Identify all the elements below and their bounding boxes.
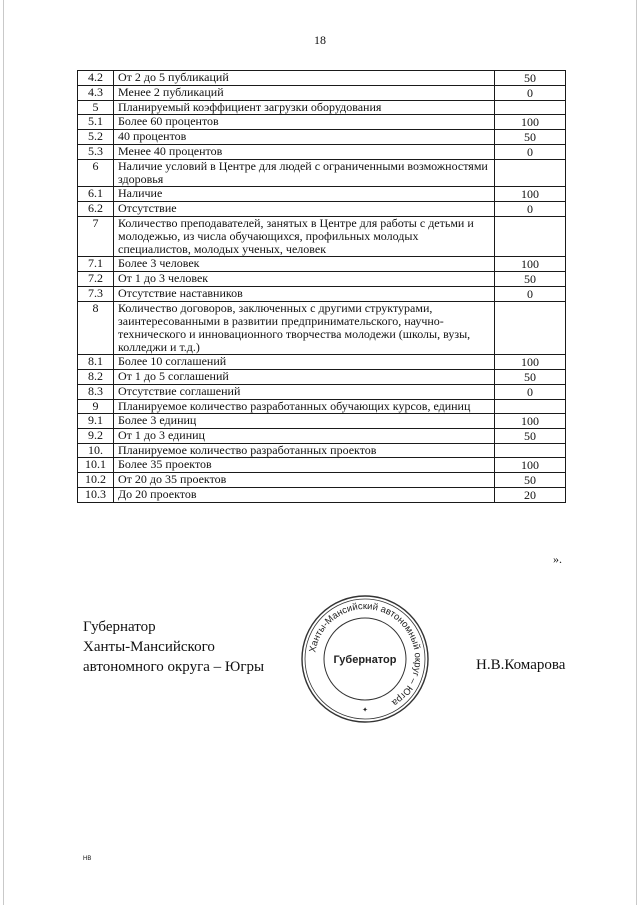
row-score: 50 — [495, 130, 566, 145]
row-score: 100 — [495, 355, 566, 370]
table-row — [78, 444, 566, 458]
row-score: 20 — [495, 488, 566, 503]
row-number: 9.1 — [78, 414, 114, 429]
row-score: 0 — [495, 86, 566, 101]
row-score — [495, 444, 566, 458]
row-description: 40 процентов — [114, 130, 495, 145]
table-row — [78, 145, 566, 160]
row-number: 4.2 — [78, 71, 114, 86]
row-score: 50 — [495, 473, 566, 488]
row-number: 7.3 — [78, 287, 114, 302]
table-row — [78, 217, 566, 257]
row-score: 0 — [495, 385, 566, 400]
row-description: Более 35 проектов — [114, 458, 495, 473]
row-description: Количество договоров, заключенных с другими структурами, заинтересованными в развитии предпринимательского, научно-технического и инновационного творчества молодежи (школы, вузы, колледжи и т.д.) — [114, 302, 495, 355]
row-description: Более 60 процентов — [114, 115, 495, 130]
table-row — [78, 71, 566, 86]
row-number: 10.2 — [78, 473, 114, 488]
row-description: От 20 до 35 проектов — [114, 473, 495, 488]
table-row — [78, 287, 566, 302]
row-description: Отсутствие — [114, 202, 495, 217]
row-score — [495, 217, 566, 257]
row-description: Отсутствие наставников — [114, 287, 495, 302]
row-number: 9 — [78, 400, 114, 414]
row-description: Планируемый коэффициент загрузки оборудования — [114, 101, 495, 115]
row-score: 0 — [495, 145, 566, 160]
criteria-table — [77, 70, 566, 503]
table-row — [78, 130, 566, 145]
row-score — [495, 400, 566, 414]
seal-center-text: Губернатор — [333, 654, 397, 666]
row-number: 9.2 — [78, 429, 114, 444]
row-number: 5.3 — [78, 145, 114, 160]
closing-quote: ». — [553, 552, 562, 566]
row-score — [495, 101, 566, 115]
row-score: 50 — [495, 429, 566, 444]
row-score: 100 — [495, 187, 566, 202]
table-row — [78, 160, 566, 187]
table-row — [78, 385, 566, 400]
row-description: Наличие условий в Центре для людей с ограниченными возможностями здоровья — [114, 160, 495, 187]
row-score: 50 — [495, 272, 566, 287]
row-number: 10.1 — [78, 458, 114, 473]
table-row — [78, 187, 566, 202]
row-number: 7.2 — [78, 272, 114, 287]
row-description: Более 3 единиц — [114, 414, 495, 429]
row-number: 6 — [78, 160, 114, 187]
footer-code: НВ — [83, 856, 92, 862]
row-description: От 1 до 3 человек — [114, 272, 495, 287]
signatory-title-line-1: Губернатор — [83, 619, 156, 635]
signatory-title — [83, 617, 264, 677]
row-score: 50 — [495, 370, 566, 385]
table-row — [78, 370, 566, 385]
row-score: 50 — [495, 71, 566, 86]
row-description: Планируемое количество разработанных проектов — [114, 444, 495, 458]
table-row — [78, 458, 566, 473]
row-number: 10.3 — [78, 488, 114, 503]
row-description: Количество преподавателей, занятых в Центре для работы с детьми и молодежью, из числа обучающихся, профильных молодых специалистов, молодых ученых, человек — [114, 217, 495, 257]
table-row — [78, 414, 566, 429]
row-number: 5.2 — [78, 130, 114, 145]
seal-ring-text: Ханты-Мансийский автономный округ – Югра — [307, 600, 424, 709]
row-number: 5.1 — [78, 115, 114, 130]
row-description: От 1 до 3 единиц — [114, 429, 495, 444]
table-row — [78, 86, 566, 101]
seal-star-icon: ✦ — [362, 706, 368, 714]
signatory-title-line-2: Ханты-Мансийского — [83, 639, 215, 655]
row-description: До 20 проектов — [114, 488, 495, 503]
row-score — [495, 302, 566, 355]
row-score: 0 — [495, 202, 566, 217]
row-number: 8.3 — [78, 385, 114, 400]
row-number: 6.2 — [78, 202, 114, 217]
signatory-name: Н.В.Комарова — [476, 657, 566, 673]
row-score — [495, 160, 566, 187]
table-row — [78, 355, 566, 370]
scan-edge-right — [636, 0, 637, 905]
row-number: 5 — [78, 101, 114, 115]
table-row — [78, 272, 566, 287]
page-number: 18 — [314, 33, 326, 47]
row-score: 100 — [495, 257, 566, 272]
row-score: 100 — [495, 414, 566, 429]
row-score: 0 — [495, 287, 566, 302]
row-description: Более 10 соглашений — [114, 355, 495, 370]
table-row — [78, 302, 566, 355]
signatory-title-line-3: автономного округа – Югры — [83, 659, 265, 675]
table-row — [78, 429, 566, 444]
row-description: Отсутствие соглашений — [114, 385, 495, 400]
row-description: От 1 до 5 соглашений — [114, 370, 495, 385]
row-description: От 2 до 5 публикаций — [114, 71, 495, 86]
row-description: Менее 40 процентов — [114, 145, 495, 160]
row-description: Менее 2 публикаций — [114, 86, 495, 101]
row-number: 6.1 — [78, 187, 114, 202]
table-row — [78, 400, 566, 414]
table-row — [78, 101, 566, 115]
row-number: 8.2 — [78, 370, 114, 385]
row-score: 100 — [495, 458, 566, 473]
table-row — [78, 257, 566, 272]
row-score: 100 — [495, 115, 566, 130]
row-number: 10. — [78, 444, 114, 458]
row-number: 8 — [78, 302, 114, 355]
table-row — [78, 115, 566, 130]
table-row — [78, 473, 566, 488]
row-number: 8.1 — [78, 355, 114, 370]
row-description: Планируемое количество разработанных обучающих курсов, единиц — [114, 400, 495, 414]
row-number: 7.1 — [78, 257, 114, 272]
table-row — [78, 488, 566, 503]
official-seal — [299, 593, 431, 725]
row-description: Более 3 человек — [114, 257, 495, 272]
row-number: 7 — [78, 217, 114, 257]
row-number: 4.3 — [78, 86, 114, 101]
table-row — [78, 202, 566, 217]
row-description: Наличие — [114, 187, 495, 202]
scan-edge-left — [3, 0, 4, 905]
